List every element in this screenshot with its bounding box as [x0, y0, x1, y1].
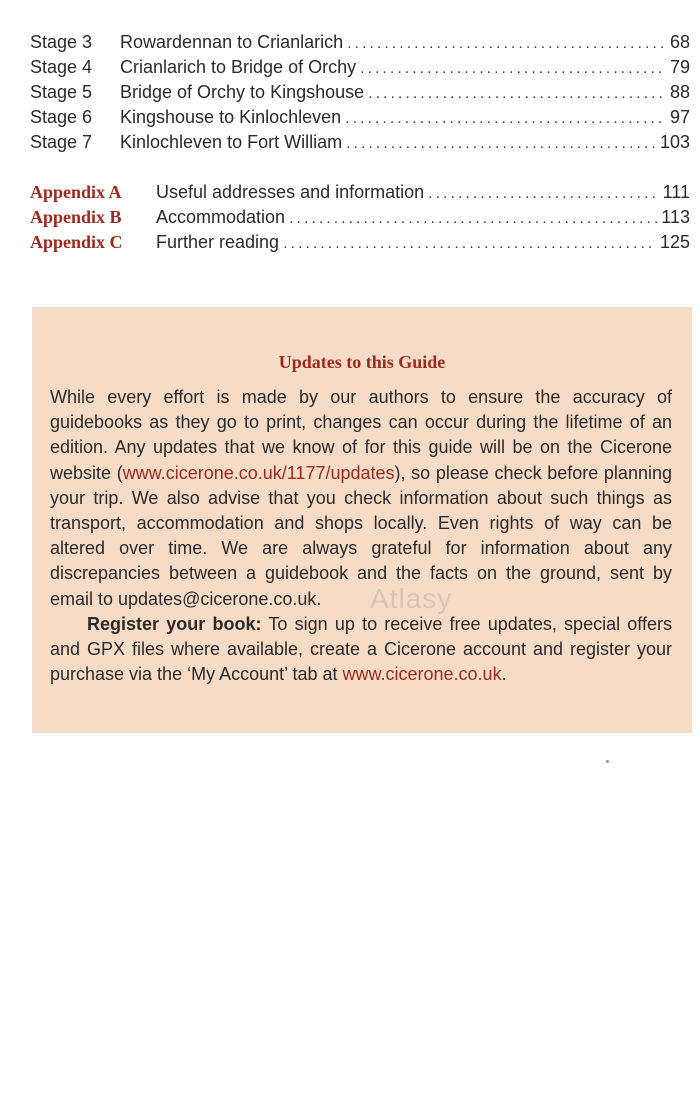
toc-page-number: 68 — [669, 32, 690, 52]
updates-text-b: ), so please check before planning your trip. We also advise that you check information about such things as transport, accommodation and shops locally. Even rights of way can be altered over time. We are always grateful for information about any discrepancies between a guidebook and the facts on the ground, sent by email to updates@cicerone.co.uk. — [50, 462, 672, 609]
register-text-a: To sign up to receive free updates, special offers and GPX files where available, create a Cicerone account and register your purchase via the ‘My Account’ tab at — [50, 613, 672, 685]
toc-appendix-label: Appendix C — [30, 232, 123, 252]
cicerone-site-link[interactable]: www.cicerone.co.uk — [342, 664, 502, 685]
toc-stage-title: Crianlarich to Bridge of Orchy — [120, 57, 357, 77]
toc-appendix-label: Appendix B — [30, 207, 122, 227]
toc-leader-dots — [289, 206, 657, 231]
register-paragraph — [50, 612, 672, 688]
updates-info-box — [32, 307, 692, 733]
toc-row[interactable] — [30, 180, 690, 205]
register-label: Register your book: — [87, 613, 262, 634]
toc-leader-dots — [347, 31, 666, 56]
toc-row[interactable] — [30, 130, 690, 155]
toc-page-number: 111 — [662, 182, 690, 202]
toc-stage-title: Bridge of Orchy to Kingshouse — [120, 82, 365, 102]
toc-appendix-title: Useful addresses and information — [156, 182, 425, 202]
toc-stage-number: Stage 4 — [30, 57, 93, 77]
toc-row[interactable] — [30, 230, 690, 255]
updates-paragraph — [50, 385, 672, 612]
toc-appendix-label: Appendix A — [30, 182, 122, 202]
toc-row[interactable] — [30, 55, 690, 80]
toc-leader-dots — [428, 181, 658, 206]
toc-row[interactable] — [30, 205, 690, 230]
toc-stage-number: Stage 3 — [30, 32, 93, 52]
toc-page-number: 79 — [669, 57, 690, 77]
toc-row[interactable] — [30, 80, 690, 105]
toc-stage-title: Kinlochleven to Fort William — [120, 132, 343, 152]
toc-row[interactable] — [30, 30, 690, 55]
toc-leader-dots — [368, 81, 666, 106]
toc-stage-number: Stage 6 — [30, 107, 93, 127]
toc-appendix-title: Further reading — [156, 232, 280, 252]
toc-stages-list — [30, 30, 690, 155]
toc-page-number: 97 — [669, 107, 690, 127]
register-text-b: . — [501, 664, 507, 685]
toc-leader-dots — [345, 106, 666, 131]
toc-leader-dots — [283, 231, 656, 256]
speck-mark — [606, 760, 609, 763]
updates-box-body — [50, 385, 672, 687]
toc-leader-dots — [346, 131, 656, 156]
toc-stage-number: Stage 5 — [30, 82, 93, 102]
toc-stage-title: Kingshouse to Kinlochleven — [120, 107, 342, 127]
toc-stage-title: Rowardennan to Crianlarich — [120, 32, 344, 52]
updates-text-a: While every effort is made by our authors to ensure the accuracy of guidebooks as they go to print, changes can occur during the lifetime of an edition. Any updates that we know of for this guide will be on the Cicerone website ( — [50, 387, 672, 483]
toc-leader-dots — [360, 56, 666, 81]
toc-appendices-list — [30, 180, 690, 255]
toc-page-number: 103 — [659, 132, 690, 152]
toc-stage-number: Stage 7 — [30, 132, 93, 152]
updates-box-heading: Updates to this Guide — [278, 352, 446, 372]
toc-page-number: 88 — [669, 82, 690, 102]
watermark-text: Atlasy — [370, 583, 453, 614]
updates-url-link[interactable]: www.cicerone.co.uk/1177/updates — [122, 462, 395, 483]
toc-page-number: 125 — [659, 232, 690, 252]
toc-appendix-title: Accommodation — [156, 207, 286, 227]
toc-row[interactable] — [30, 105, 690, 130]
toc-page-number: 113 — [661, 207, 690, 227]
